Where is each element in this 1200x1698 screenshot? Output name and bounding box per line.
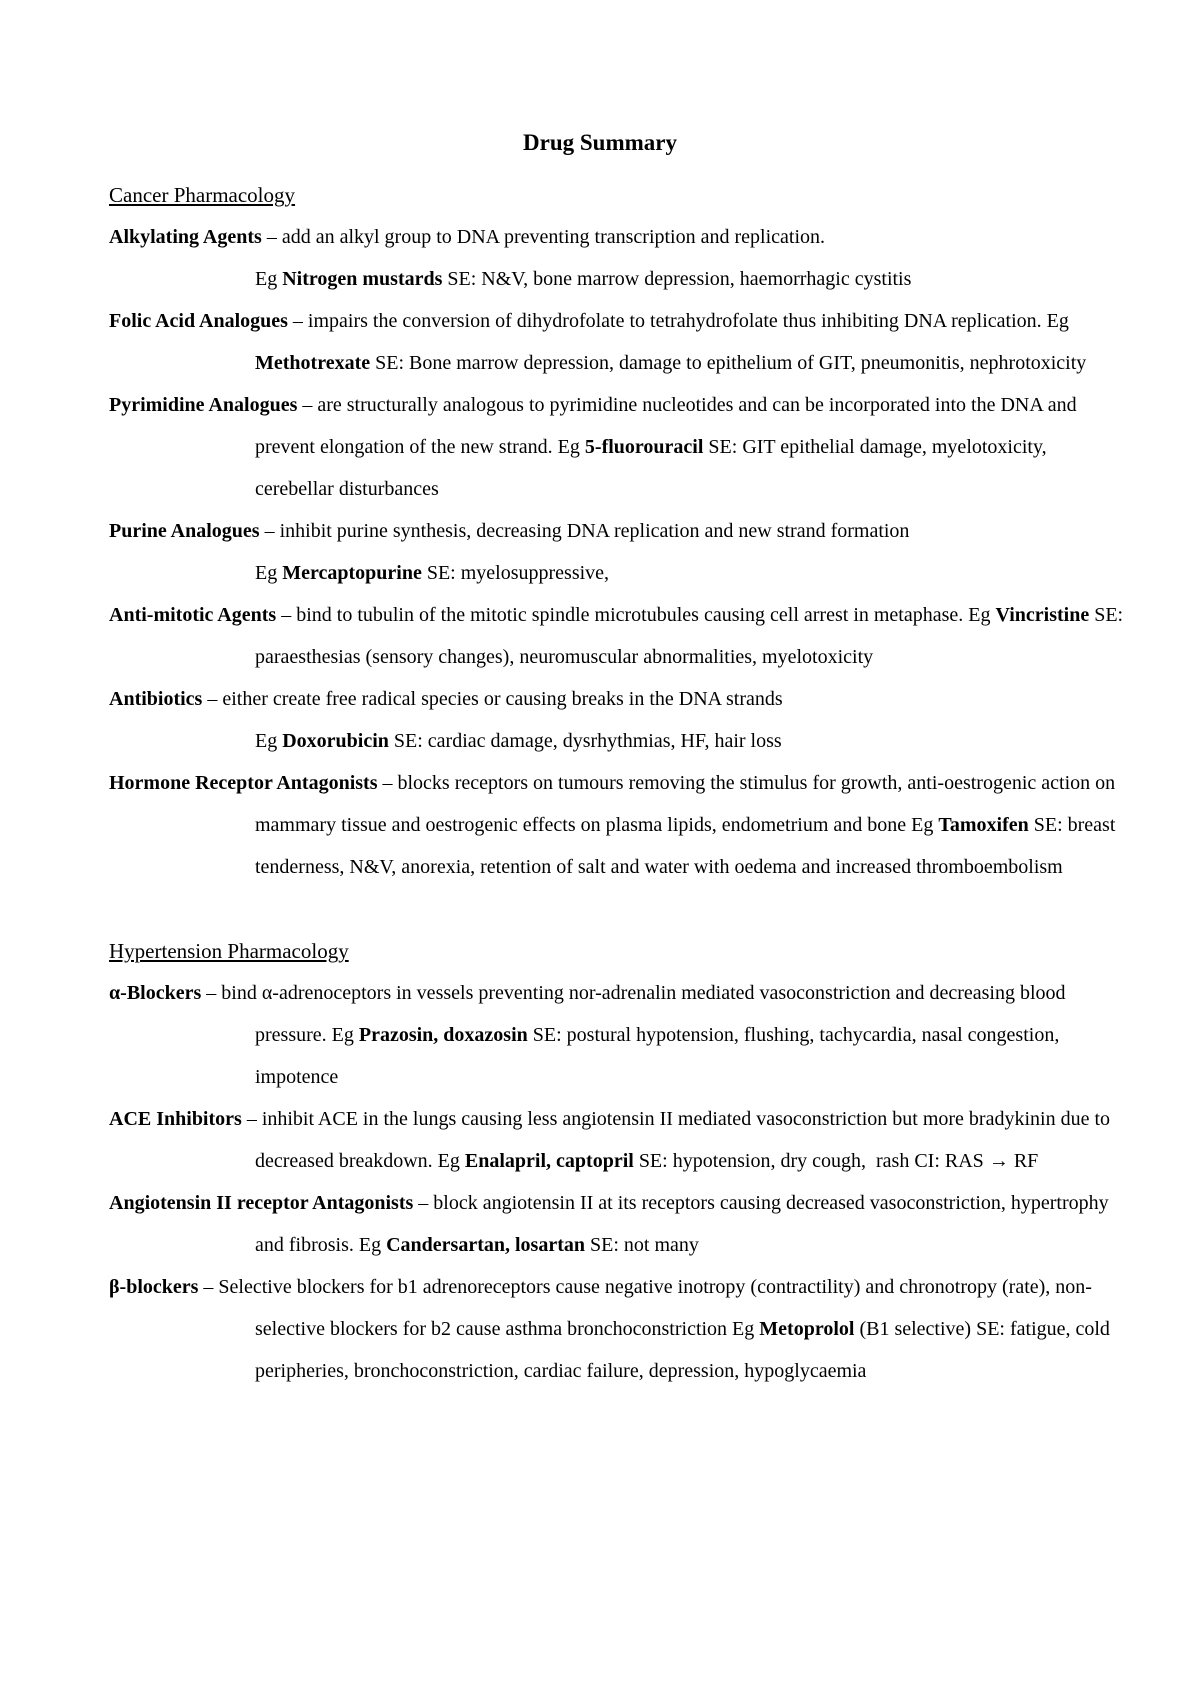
purine-analogues-entry — [109, 510, 1129, 594]
drug-class-term: Anti-mitotic Agents — [109, 604, 277, 626]
alpha-blockers-entry — [109, 972, 1129, 1098]
example-label: Eg — [255, 730, 283, 752]
side-effects: SE: myelosuppressive, — [421, 562, 610, 584]
cancer-section — [109, 174, 1129, 888]
drug-class-term: Pyrimidine Analogues — [109, 394, 298, 416]
alkylating-agents-entry — [109, 216, 1129, 300]
drug-class-term: Alkylating Agents — [109, 226, 262, 248]
drug-class-definition: – add an alkyl group to DNA preventing transcription and replication. — [261, 226, 826, 248]
drug-class-definition: – block angiotensin II at its receptors causing decreased vasoconstriction, hypertrophy and fibrosis. Eg — [255, 1192, 1109, 1256]
drug-class-definition: – bind α-adrenoceptors in vessels preventing nor-adrenalin mediated vasoconstriction and decreasing blood pressure. Eg — [201, 982, 1066, 1046]
side-effects: SE: paraesthesias (sensory changes), neuromuscular abnormalities, myelotoxicity — [255, 604, 1124, 668]
side-effects: SE: not many — [584, 1234, 699, 1256]
arrow-icon: → — [988, 1150, 1009, 1172]
drug-class-definition: – inhibit purine synthesis, decreasing DNA replication and new strand formation — [259, 520, 910, 542]
drug-class-term: β-blockers — [109, 1276, 199, 1298]
drug-class-term: Folic Acid Analogues — [109, 310, 288, 332]
side-effects: SE: postural hypotension, flushing, tachycardia, nasal congestion, impotence — [255, 1024, 1060, 1088]
cancer-heading: Cancer Pharmacology — [109, 183, 296, 207]
side-effects: SE: GIT epithelial damage, myelotoxicity, cerebellar disturbances — [255, 436, 1047, 500]
contraindication-tail: RF — [1008, 1150, 1039, 1172]
drug-class-term: Purine Analogues — [109, 520, 260, 542]
beta-blockers-entry — [109, 1266, 1129, 1392]
side-effects: SE: N&V, bone marrow depression, haemorrhagic cystitis — [442, 268, 912, 290]
side-effects: SE: breast tenderness, N&V, anorexia, retention of salt and water with oedema and increased thromboembolism — [255, 814, 1116, 878]
drug-example: Vincristine — [995, 604, 1090, 626]
hormone-receptor-antagonists-entry — [109, 762, 1129, 888]
example-label: Eg — [255, 562, 283, 584]
drug-example: Candersartan, losartan — [386, 1234, 585, 1256]
drug-example: Metoprolol — [759, 1318, 855, 1340]
drug-example: Methotrexate — [255, 352, 371, 374]
drug-example: Nitrogen mustards — [282, 268, 443, 290]
drug-example: Enalapril, captopril — [464, 1150, 634, 1172]
drug-class-definition: – impairs the conversion of dihydrofolate to tetrahydrofolate thus inhibiting DNA replication. Eg — [287, 310, 1069, 332]
drug-class-term: Antibiotics — [109, 688, 203, 710]
ace-inhibitors-entry — [109, 1098, 1129, 1182]
drug-example: 5-fluorouracil — [584, 436, 704, 458]
drug-class-term: Hormone Receptor Antagonists — [109, 772, 378, 794]
drug-class-definition: – blocks receptors on tumours removing the stimulus for growth, anti-oestrogenic action on mammary tissue and oestrogenic effects on plasma lipids, endometrium and bone Eg — [255, 772, 1116, 836]
anti-mitotic-agents-entry — [109, 594, 1129, 678]
drug-class-term: Angiotensin II receptor Antagonists — [109, 1192, 414, 1214]
example-label: Eg — [255, 268, 283, 290]
drug-class-definition: – either create free radical species or causing breaks in the DNA strands — [202, 688, 783, 710]
document-title: Drug Summary — [523, 130, 677, 155]
drug-class-definition: – inhibit ACE in the lungs causing less angiotensin II mediated vasoconstriction but more bradykinin due to decreased breakdown. Eg — [241, 1108, 1111, 1172]
side-effects: SE: hypotension, dry cough, rash CI: RAS — [633, 1150, 989, 1172]
drug-class-definition: – bind to tubulin of the mitotic spindle microtubules causing cell arrest in metaphase. Eg — [276, 604, 996, 626]
hypertension-section — [109, 930, 1129, 1392]
drug-class-definition: – are structurally analogous to pyrimidine nucleotides and can be incorporated into the DNA and prevent elongation of the new strand. Eg — [255, 394, 1077, 458]
drug-example: Prazosin, doxazosin — [358, 1024, 528, 1046]
angiotensin-receptor-antagonists-entry — [109, 1182, 1129, 1266]
side-effects: (B1 selective) SE: fatigue, cold peripheries, bronchoconstriction, cardiac failure, depression, hypoglycaemia — [255, 1318, 1110, 1382]
side-effects: SE: cardiac damage, dysrhythmias, HF, hair loss — [388, 730, 782, 752]
folic-acid-analogues-entry — [109, 300, 1129, 384]
drug-example: Mercaptopurine — [282, 562, 422, 584]
drug-class-definition: – Selective blockers for b1 adrenoreceptors cause negative inotropy (contractility) and chronotropy (rate), non- selective blockers for b2 cause asthma bronchoconstriction Eg — [198, 1276, 1092, 1340]
drug-example: Doxorubicin — [282, 730, 389, 752]
drug-example: Tamoxifen — [938, 814, 1029, 836]
antibiotics-entry — [109, 678, 1129, 762]
side-effects: SE: Bone marrow depression, damage to epithelium of GIT, pneumonitis, nephrotoxicity — [370, 352, 1087, 374]
drug-class-term: α-Blockers — [109, 982, 202, 1004]
pyrimidine-analogues-entry — [109, 384, 1129, 510]
hypertension-heading: Hypertension Pharmacology — [109, 939, 349, 963]
drug-class-term: ACE Inhibitors — [109, 1108, 242, 1130]
section-spacer — [0, 888, 1200, 930]
